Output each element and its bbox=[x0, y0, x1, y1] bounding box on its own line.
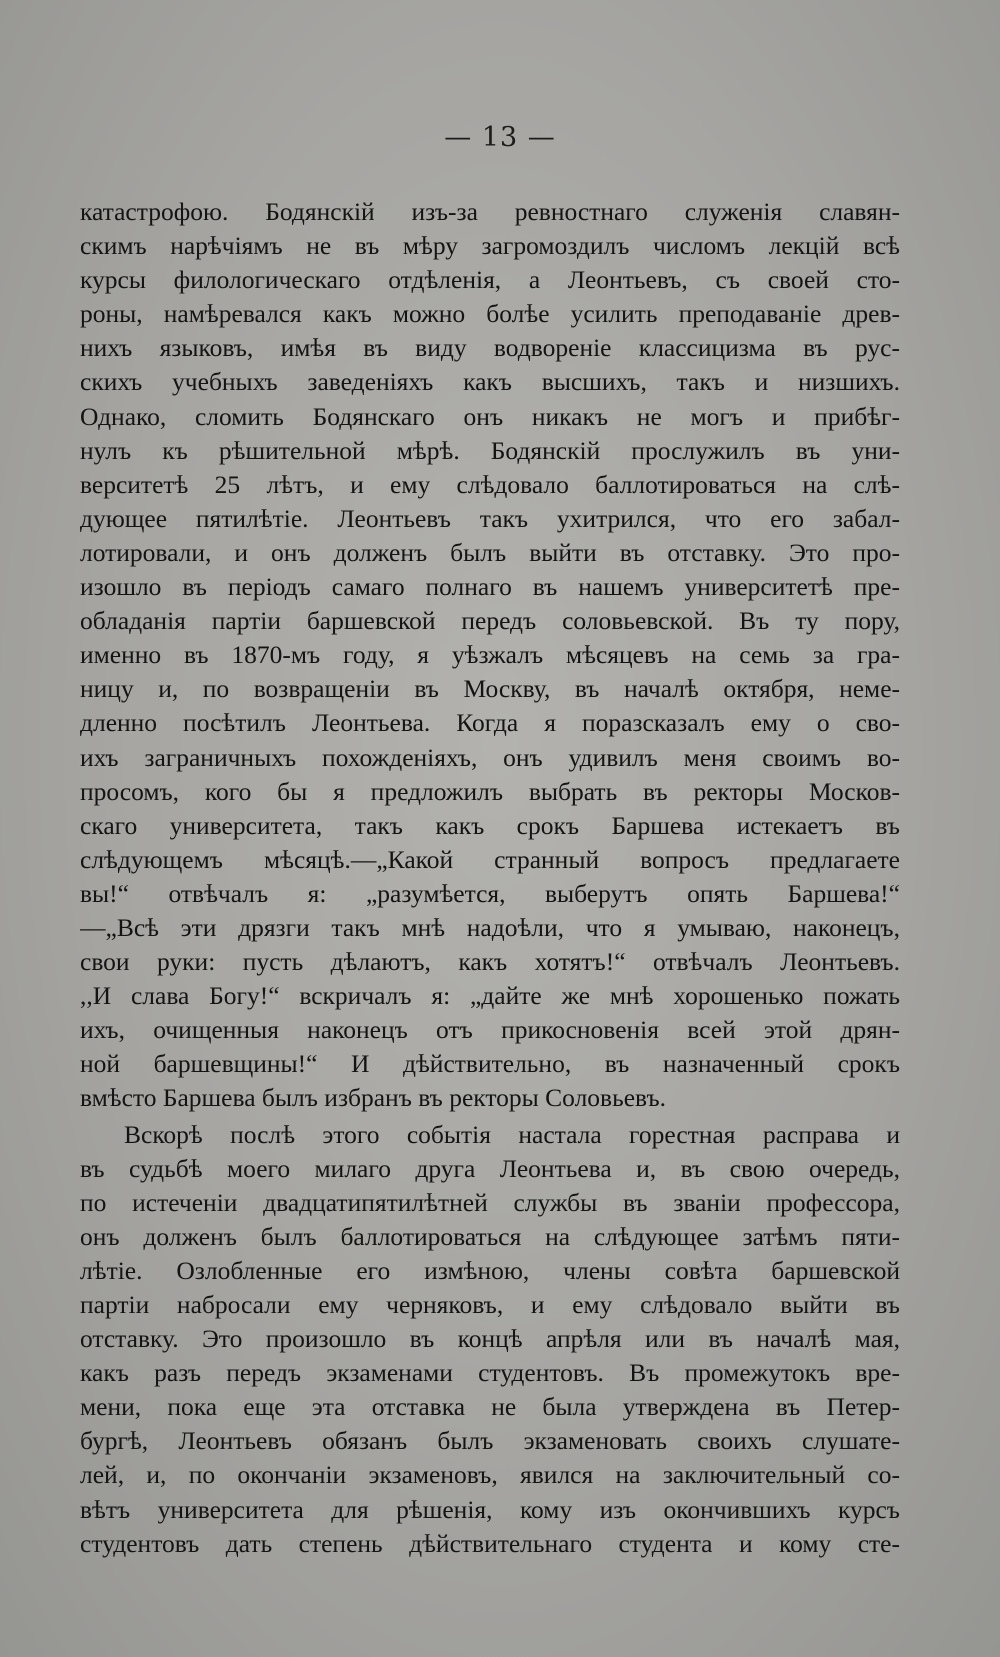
text-line: нихъ языковъ, имѣя въ виду водвореніе классицизма въ рус- bbox=[80, 333, 900, 363]
text-line: студентовъ дать степень дѣйствительнаго студента и кому сте- bbox=[80, 1528, 900, 1558]
text-line: Вскорѣ послѣ этого событія настала горестная расправа и bbox=[124, 1119, 900, 1149]
text-line: ,,И слава Богу!“ вскричалъ я: „дайте же мнѣ хорошенько пожать bbox=[80, 981, 900, 1011]
text-line: лей, и, по окончаніи экзаменовъ, явился на заключительный со- bbox=[80, 1460, 900, 1490]
text-line: ной баршевщины!“ И дѣйствительно, въ назначенный срокъ bbox=[80, 1049, 900, 1079]
text-line: вы!“ отвѣчалъ я: „разумѣется, выберутъ опять Баршева!“ bbox=[80, 878, 900, 908]
text-line: обладанія партіи баршевской передъ соловьевской. Въ ту пору, bbox=[80, 606, 900, 636]
paragraph-1 bbox=[80, 195, 900, 1116]
text-line: курсы филологическаго отдѣленія, а Леонтьевъ, съ своей сто- bbox=[80, 265, 900, 295]
text-line: лотировали, и онъ долженъ былъ выйти въ отставку. Это про- bbox=[80, 537, 900, 567]
text-line: скихъ учебныхъ заведеніяхъ какъ высшихъ, такъ и низшихъ. bbox=[80, 367, 900, 397]
text-line: свои руки: пусть дѣлаютъ, какъ хотятъ!“ отвѣчалъ Леонтьевъ. bbox=[80, 947, 900, 977]
text-line: верситетѣ 25 лѣтъ, и ему слѣдовало баллотироваться на слѣ- bbox=[80, 469, 900, 499]
text-line: вмѣсто Баршева былъ избранъ въ ректоры Соловьевъ. bbox=[80, 1083, 667, 1113]
body-text bbox=[80, 195, 900, 1561]
text-line: слѣдующемъ мѣсяцѣ.—„Какой странный вопросъ предлагаете bbox=[80, 844, 900, 874]
text-line: Однако, сломить Бодянскаго онъ никакъ не могъ и прибѣг- bbox=[80, 401, 900, 431]
text-line: ихъ заграничныхъ похожденіяхъ, онъ удивилъ меня своимъ во- bbox=[80, 742, 900, 772]
text-line: какъ разъ передъ экзаменами студентовъ. Въ промежутокъ вре- bbox=[80, 1358, 900, 1388]
page-number: — 13 — bbox=[444, 122, 556, 153]
text-line: бургѣ, Леонтьевъ обязанъ былъ экзаменовать своихъ слушате- bbox=[80, 1426, 900, 1456]
text-line: нулъ къ рѣшительной мѣрѣ. Бодянскій прослужилъ въ уни- bbox=[80, 435, 900, 465]
text-line: катастрофою. Бодянскій изъ-за ревностнаго служенія славян- bbox=[80, 197, 900, 226]
text-line: отставку. Это произошло въ концѣ апрѣля или въ началѣ мая, bbox=[80, 1324, 900, 1354]
text-line: лѣтіе. Озлобленные его измѣною, члены совѣта баршевской bbox=[80, 1255, 900, 1285]
text-line: въ судьбѣ моего милаго друга Леонтьева и, въ свою очередь, bbox=[80, 1153, 900, 1183]
text-line: —„Всѣ эти дрязги такъ мнѣ надоѣли, что я умываю, наконецъ, bbox=[80, 912, 900, 942]
text-line: дленно посѣтилъ Леонтьева. Когда я поразсказалъ ему о сво- bbox=[80, 708, 900, 738]
text-line: дующее пятилѣтіе. Леонтьевъ такъ ухитрился, что его забал- bbox=[80, 503, 900, 533]
text-line: онъ долженъ былъ баллотироваться на слѣдующее затѣмъ пяти- bbox=[80, 1221, 900, 1251]
text-line: изошло въ періодъ самаго полнаго въ нашемъ университетѣ пре- bbox=[80, 572, 900, 602]
text-line: ницу и, по возвращеніи въ Москву, въ началѣ октября, неме- bbox=[80, 674, 900, 704]
text-line: по истеченіи двадцатипятилѣтней службы въ званіи профессора, bbox=[80, 1187, 900, 1217]
paragraph-2 bbox=[80, 1118, 900, 1561]
text-line: ихъ, очищенныя наконецъ отъ прикосновенія всей этой дрян- bbox=[80, 1015, 900, 1045]
text-line: скаго университета, такъ какъ срокъ Баршева истекаетъ въ bbox=[80, 810, 900, 840]
text-line: именно въ 1870-мъ году, я уѣзжалъ мѣсяцевъ на семь за гра- bbox=[80, 640, 900, 670]
text-line: просомъ, кого бы я предложилъ выбрать въ ректоры Москов- bbox=[80, 776, 900, 806]
text-line: роны, намѣревался какъ можно болѣе усилить преподаваніе древ- bbox=[80, 299, 900, 329]
text-line: партіи набросали ему черняковъ, и ему слѣдовало выйти въ bbox=[80, 1290, 900, 1319]
text-line: вѣтъ университета для рѣшенія, кому изъ окончившихъ курсъ bbox=[80, 1494, 900, 1524]
text-line: скимъ нарѣчіямъ не въ мѣру загромоздилъ числомъ лекцій всѣ bbox=[80, 231, 900, 261]
text-line: мени, пока еще эта отставка не была утверждена въ Петер- bbox=[80, 1392, 900, 1422]
